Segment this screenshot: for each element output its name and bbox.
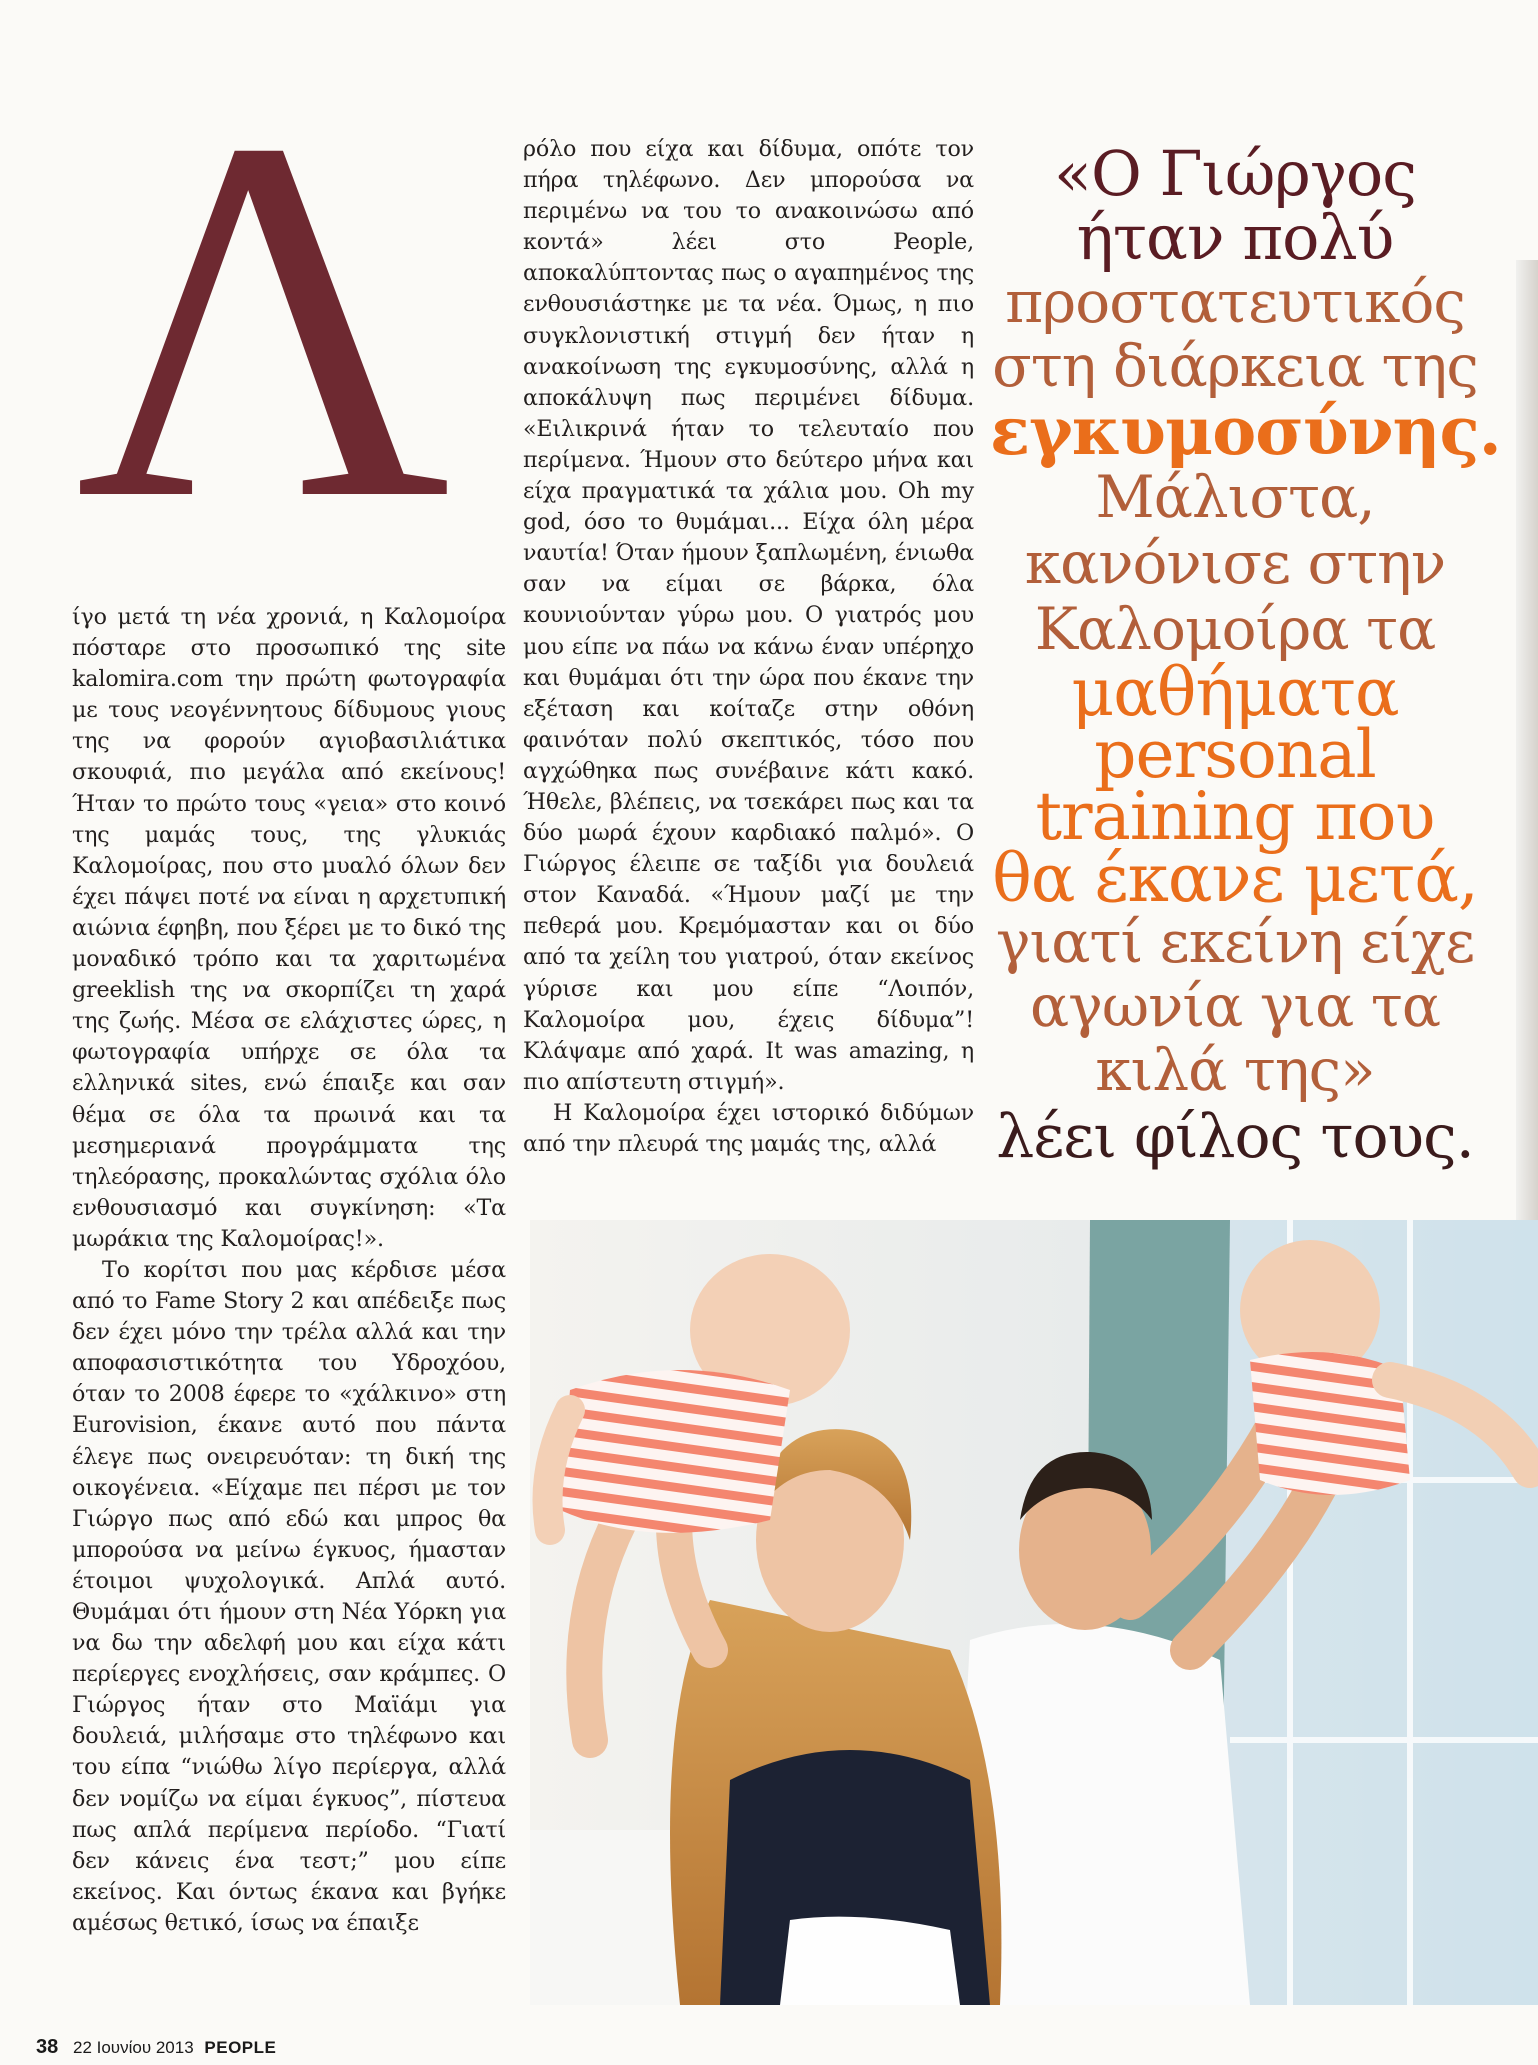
pull-quote-line: «Ο Γιώργος ήταν πολύ — [1054, 137, 1416, 274]
paragraph: Η Καλομοίρα έχει ιστορικό διδύμων από την πλευρά της μαμάς της, αλλά — [523, 1099, 974, 1157]
pull-quote — [990, 137, 1501, 1172]
page-number: 38 — [36, 2036, 59, 2058]
article-column-1 — [72, 602, 506, 1939]
page-footer — [36, 2036, 276, 2059]
page-edge — [1516, 260, 1538, 1260]
family-photo — [530, 1220, 1538, 2005]
family-photo-illustration — [530, 1220, 1538, 2005]
pull-quote-attribution: λέει φίλος τους. — [996, 1102, 1474, 1172]
paragraph: ρόλο που είχα και δίδυμα, οπότε τον πήρα τηλέφωνο. Δεν μπορούσα να περιμένω να του το ανακοινώσω από κοντά» λέει στο People, αποκαλύπτοντας πως ο αγαπημένος της ενθουσιάστηκε με τα νέα. Όμως, η πιο συγκλονιστική στιγμή δεν ήταν η ανακοίνωση της εγκυμοσύνης, αλλά η αποκάλυψη πως περιμένει δίδυμα. «Ειλικρινά ήταν το τελευταίο που περίμενα. Ήμουν στο δεύτερο μήνα και είχα πραγματικά τα χάλια μου. Oh my god, όσο το θυμάμαι... Είχα όλη μέρα ναυτία! Όταν ήμουν ξαπλωμένη, ένιωθα σαν να είμαι σε βάρκα, όλα κουνιούνταν γύρω μου. Ο γιατρός μου μου είπε να πάω να κάνω έναν υπέρηχο και θυμάμαι ότι την ώρα που έκανε την εξέταση και κοίταζε στην οθόνη φαινόταν πολύ σκεπτικός, τόσο που αγχώθηκα πως συνέβαινε κάτι κακό. Ήθελε, βλέπεις, να τσεκάρει πως και τα δύο μωρά έχουν καρδιακό παλμό». Ο Γιώργος έλειπε σε ταξίδι για δουλειά στον Καναδά. «Ήμουν μαζί με την πεθερά μου. Κρεμόμασταν και οι δύο από τα χείλη του γιατρού, όταν εκείνος γύρισε και μου είπε “Λοιπόν, Καλομοίρα μου, έχεις δίδυμα”! Κλάψαμε από χαρά. It was amazing, η πιο απίστευτη στιγμή». — [523, 136, 974, 1095]
article-column-2 — [523, 134, 974, 1160]
drop-cap: Λ — [75, 32, 453, 607]
pull-quote-line: γιατί εκείνη είχε αγωνία για τα κιλά της» — [995, 908, 1475, 1104]
issue-date: 22 Ιουνίου 2013 — [72, 2038, 194, 2057]
paragraph: Το κορίτσι που μας κέρδισε μέσα από το Fame Story 2 και απέδειξε πως δεν έχει μόνο την τρέλα αλλά και την αποφασιστικότητα του Υδροχόου, όταν το 2008 έφερε το «χάλκινο» στη Eurovision, έκανε αυτό που πάντα έλεγε πως ονειρευόταν: τη δική της οικογένεια. «Είχαμε πει πέρσι με τον Γιώργο πως από εδώ και μπρος θα μπορούσα να μείνω έγκυος, ήμασταν έτοιμοι ψυχολογικά. Απλά αυτό. Θυμάμαι ότι ήμουν στη Νέα Υόρκη για να δω την αδελφή μου και είχα κάτι περίεργες ενοχλήσεις, σαν κράμπες. Ο Γιώργος ήταν στο Μαϊάμι για δουλειά, μιλήσαμε στο τηλέφωνο και του είπα “νιώθω λίγο περίεργα, αλλά δεν νομίζω να είμαι έγκυος”, πίστευα πως απλά περίμενα περίοδο. “Γιατί δεν κάνεις ένα τεστ;” μου είπε εκείνος. Και όντως έκανα και βγήκε αμέσως θετικό, ίσως να έπαιξε — [72, 1256, 506, 1936]
publication-name: PEOPLE — [204, 2038, 277, 2057]
paragraph: ίγο μετά τη νέα χρονιά, η Καλομοίρα πόσταρε στο προσωπικό της site kalomira.com την πρώτη φωτογραφία με τους νεογέννητους δίδυμους γιους της να φορούν αγιοβασιλιάτικα σκουφιά, πιο μεγάλα από εκείνους! Ήταν το πρώτο τους «γεια» στο κοινό της μαμάς τους, της γλυκιάς Καλομοίρας, που στο μυαλό όλων δεν έχει πάψει ποτέ να είναι η αρχετυπική αιώνια έφηβη, που ξέρει με το δικό της μοναδικό τρόπο και τα χαριτωμένα greeklish της να σκορπίζει τη χαρά της ζωής. Μέσα σε ελάχιστες ώρες, η φωτογραφία υπήρχε σε όλα τα ελληνικά sites, ενώ έπαιξε και σαν θέμα σε όλα τα πρωινά και τα μεσημεριανά προγράμματα της τηλεόρασης, προκαλώντας σχόλια όλο ενθουσιασμό και συγκίνηση: «Τα μωράκια της Καλομοίρας!». — [72, 604, 506, 1252]
pull-quote-line: εγκυμοσύνης. — [990, 392, 1501, 470]
pull-quote-line: μαθήματα personal training που θα έκανε μετά, — [992, 654, 1478, 917]
pull-quote-line: Μάλιστα, κανόνισε στην Καλομοίρα τα — [1024, 463, 1446, 663]
pull-quote-line: προστατευτικός στη διάρκεια της — [992, 268, 1478, 400]
